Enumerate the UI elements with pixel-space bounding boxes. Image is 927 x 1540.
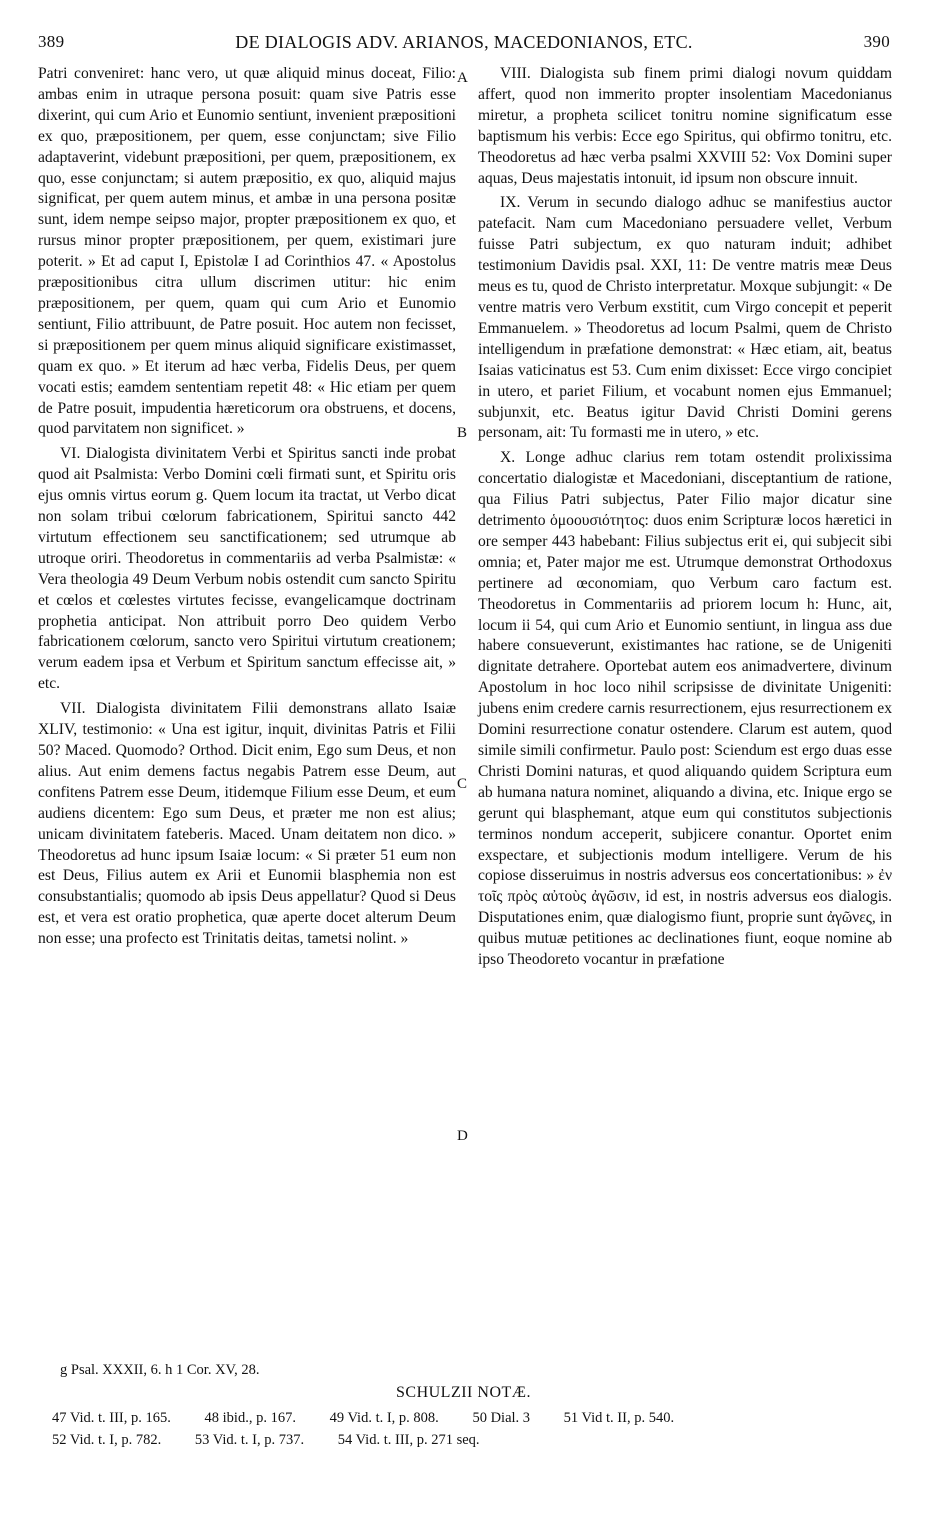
note-52: 52 Vid. t. I, p. 782. [52, 1432, 162, 1448]
right-column [478, 64, 892, 971]
running-title: DE DIALOGIS ADV. ARIANOS, MACEDONIANOS, ETC. [235, 32, 693, 52]
margin-letter-d: D [457, 1128, 468, 1144]
right-paragraph-x: X. Longe adhuc clarius rem totam ostendit prolixissima concertatio dialogistæ et Macedoniani, disceptantium de ratione, qua Filius Patri subjectus, Pater Filio major dicatur sine detrimento ὁμοουσιότητος: duos enim Scripturæ locos hæretici in ore semper 443 habebant: Filius subjectus erit ei, qui subjecit sibi omnia; et, Pater major me est. Utrumque demonstrat Orthodoxus pertinere ad œconomiam, quo Verbum caro factum est. Theodoretus in Commentariis ad priorem locum h: Hunc, ait, locum ii 54, qui cum Ario et Eunomio sentiunt, in lingua ass due habere consueverunt, existimantes hac ratione, se de Unigeniti dignitate detrahere. Oportebat autem eos animadvertere, divinum Apostolum in hoc loco nihil scripsisse de divinitate Unigeniti: jubens enim credere carnis resurrectionem, ejus resurrectionem ex Domini resurrectione conatur ostendere. Clarum est autem, quod simile simili confirmetur. Paulo post: Sciendum est ergo duas esse Christi Domini naturas, et quod aliquando quidem Scriptura eum ab humana natura nominet, aliquando a divina, etc. Inique ergo se gerunt qui blasphemant, atque eum qui constitutos subjectionis terminos nondum acceperit, subjicere conantur. Oportet enim exspectare, et subjectionis modum intelligere. Verum de his copiose disseruimus in nostris adversus eos concertationibus: » ἐν τοῖς πρὸς αὐτοὺς ἀγῶσιν, id est, in nostris adversus eos dialogis. Disputationes enim, quæ dialogismo fiunt, proprie sunt ἀγῶνες, in quibus mutuæ petitiones ac declinationes fiunt, eoque nomine ab ipso Theodoreto vocantur in præfatione [478, 449, 892, 969]
footnotes: g Psal. XXXII, 6. h 1 Cor. XV, 28. [60, 1362, 260, 1378]
note-51: 51 Vid t. II, p. 540. [563, 1410, 675, 1426]
page-number-left: 389 [38, 32, 65, 51]
left-paragraph-vi: VI. Dialogista divinitatem Verbi et Spiritus sancti inde probat quod ait Psalmista: Verbo Domini cœli firmati sunt, et Spiritu oris ejus omnis virtus eorum g. Quem locum ita tractat, ut Verbo dicat non solam tribui cœlorum fabricationem, Spiritui sancto 442 virtutum effectionem seu sanctificationem; sed utrumque ab utroque oriri. Theodoretus in commentariis ad verba Psalmistæ: « Vera theologia 49 Deum Verbum nobis ostendit cum sancto Spiritu et cœlos et cœlestes virtutes fecisse, evangelicamque doctrinam prophetia anticipat. Non attribuit porro Deo quidem Verbo fabricationem cœlorum, sancto vero Spiritui virtutum creationem; verum eadem ipsa et Verbum et Spiritum sanctum effecisse ait, » etc. [38, 445, 456, 693]
note-47: 47 Vid. t. III, p. 165. [52, 1410, 171, 1426]
left-column [38, 64, 456, 950]
left-paragraph-continued: Patri conveniret: hanc vero, ut quæ aliquid minus doceat, Filio: ambas enim in utraque persona posuit: quam sive Patris esse dixerint, qui cum Ario et Eunomio sentiunt, invenient præpositioni ex quo, præpositionem, per quem, esse conjunctam; sive Filio adaptaverint, videbunt præpositioni, per quem, præpositionem, ex quo, esse conjunctam; si autem præpositio, ex quo, aliquid majus significat, per quem autem minus, et ambæ in una persona positæ sunt, idem nempe seipso major, propter præpositionem ex quo, et rursus minor propter præpositionem, per quem, existimari jure poterit. » Et ad caput I, Epistolæ I ad Corinthios 47. « Apostolus præpositionibus citra ullum discrimen utitur: hic enim præpositionem, per quem, quam qui cum Ario et Eunomio sentiunt, Filio attribuunt, de Patre posuit. Hoc autem non fecisset, si præpositionem per quem minus aliquid significare existimasset, quam ex quo. » Et iterum ad hæc verba, Fidelis Deus, per quem vocati estis; eamdem sententiam repetit 48: « Hic etiam per quem de Patre posuit, impudentia hæreticorum ora obstruens, et docens, quod parvitatem non significet. » [38, 65, 456, 438]
notes-line-2 [52, 1432, 892, 1449]
note-49: 49 Vid. t. I, p. 808. [329, 1410, 439, 1426]
left-paragraph-vii: VII. Dialogista divinitatem Filii demonstrans allato Isaiæ XLIV, testimonio: « Una est igitur, inquit, divinitas Patris et Filii 50? Maced. Quomodo? Orthod. Dicit enim, Ego sum Deus, et non alius. Aut enim demens factus negabis Patrem esse Deum, aut confitens Patrem esse Deum, itidemque Filium esse Deum, et eum audiens dicentem: Ego sum Deus, et præter me non est alius; unicam divinitatem fateberis. Maced. Unam deitatem non dico. » Theodoretus ad hunc ipsum Isaiæ locum: « Si præter 51 eum non est Deus, Filius autem ex Arii et Eunomii blasphemia non est consubstantialis; quomodo ab ipsis Deus appellatur? Quod si Deus est, et vera est oratio prophetica, quæ aperte docet alterum Deum non esse; una profecto est Trinitatis deitas, tametsi nolint. » [38, 700, 456, 948]
note-53: 53 Vid. t. I, p. 737. [194, 1432, 305, 1448]
right-paragraph-viii: VIII. Dialogista sub finem primi dialogi novum quiddam affert, quod non immerito propter insolentiam Macedonianus miretur, a propheta scilicet tonitru nomine significatum esse baptismum his verbis: Ecce ego Spiritus, qui obfirmo tonitru, etc. Theodoretus ad hæc verba psalmi XXVIII 52: Vox Domini super aquas, Deus majestatis intonuit, id ipsum non obscure innuit. [478, 65, 892, 187]
margin-letter-b: B [457, 425, 468, 441]
page-number-right: 390 [863, 32, 890, 51]
margin-letter-a: A [457, 70, 468, 86]
right-paragraph-ix: IX. Verum in secundo dialogo adhuc se manifestius auctor patefacit. Nam cum Macedoniano persuadere vellet, Verbum fuisse Patri subjectum, ex quo naturam induit; adhibet testimonium Davidis psal. XXI, 11: De ventre matris meæ Deus meus es tu, quod de Christo interpretatur. Moxque subjungit: « De ventre matris vero Verbum exstitit, cum Virgo concepit et peperit Emmanuelem. » Theodoretus ad locum Psalmi, quem de Christo intelligendum in præfatione demonstrat: « Hæc etiam, ait, beatus Isaias vaticinatus est 53. Cum enim dixisset: Ecce virgo concipiet in utero, et pariet Filium, et vocabunt nomen ejus Emmanuel; subjunxit, etc. Beatus igitur David Christi Domini gerens personam, ait: Tu formasti me in utero, » etc. [478, 194, 892, 442]
running-head [38, 32, 890, 60]
margin-letter-c: C [457, 776, 468, 792]
note-50: 50 Dial. 3 [472, 1410, 531, 1426]
note-54: 54 Vid. t. III, p. 271 seq. [337, 1432, 480, 1448]
note-48: 48 ibid., p. 167. [204, 1410, 296, 1426]
notes-line-1 [52, 1410, 892, 1427]
notes-heading: SCHULZII NOTÆ. [396, 1384, 531, 1401]
